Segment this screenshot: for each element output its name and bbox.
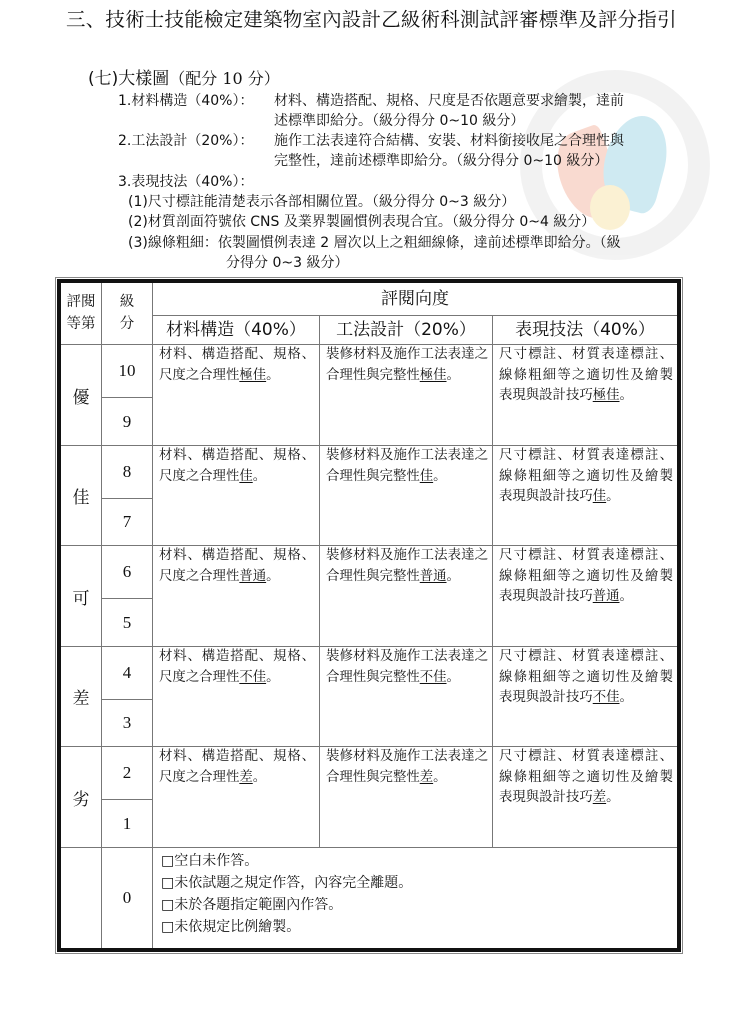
desc-text: 材料、構造搭配、規格、尺度之合理性	[159, 548, 315, 584]
zero-condition-text: 未依規定比例繪製。	[174, 919, 301, 935]
desc-key-level: 極佳	[239, 367, 267, 383]
zero-condition-item	[161, 916, 669, 938]
grade-label: 佳	[61, 446, 102, 546]
score-upper: 8	[102, 446, 153, 499]
checkbox-icon[interactable]: □	[161, 875, 175, 891]
desc-key-level: 差	[419, 769, 434, 785]
desc-text: 裝修材料及施作工法表達之合理性與完整性	[326, 649, 488, 685]
sub-criterion-3-cont: 分得分 0~3 級分）	[226, 255, 349, 271]
criterion-1-line-1: 材料、構造搭配、規格、尺度是否依題意要求繪製，達前	[274, 93, 624, 109]
header-grade-line-1: 評閱	[66, 294, 96, 310]
desc-end: 。	[252, 769, 267, 785]
header-dimension-title: 評閱向度	[153, 283, 677, 316]
criteria-desc-materials	[153, 747, 320, 848]
score-lower: 9	[102, 398, 153, 446]
desc-key-level: 佳	[592, 489, 607, 504]
desc-end: 。	[619, 589, 633, 604]
zero-condition-text: 未於各題指定範圍內作答。	[174, 897, 343, 913]
desc-end: 。	[606, 790, 620, 805]
grade-label: 劣	[61, 747, 102, 848]
zero-condition-item	[161, 894, 669, 916]
header-dimension-method: 工法設計（20%）	[320, 316, 493, 345]
desc-end: 。	[433, 769, 447, 785]
section-heading	[88, 64, 280, 89]
score-zero: 0	[102, 848, 153, 948]
score-upper: 6	[102, 546, 153, 599]
criterion-2-line-1: 施作工法表達符合結構、安裝、材料銜接收尾之合理性與	[274, 133, 624, 149]
zero-conditions	[153, 848, 677, 948]
criterion-2-line-2: 完整性，達前述標準即給分。（級分得分 0~10 級分）	[274, 153, 609, 169]
desc-key-level: 佳	[239, 468, 253, 484]
criteria-desc-technique	[493, 546, 677, 647]
grade-empty	[61, 848, 102, 948]
score-upper: 4	[102, 647, 153, 700]
desc-end: 。	[266, 568, 280, 584]
desc-key-level: 不佳	[419, 669, 447, 685]
scoring-table	[57, 279, 681, 952]
checkbox-icon[interactable]: □	[161, 919, 175, 935]
desc-text: 材料、構造搭配、規格、尺度之合理性	[159, 649, 315, 685]
desc-end: 。	[446, 367, 460, 383]
criteria-desc-technique	[493, 747, 677, 848]
desc-text: 尺寸標註、材質表達標註、線條粗細等之適切性及繪製表現與設計技巧	[499, 548, 673, 604]
zero-condition-item	[161, 850, 669, 872]
zero-condition-text: 空白未作答。	[174, 853, 259, 869]
section-score-note: （配分 10 分）	[169, 69, 280, 88]
desc-end: 。	[446, 669, 460, 685]
score-lower: 3	[102, 700, 153, 747]
sub-criterion-1: (1)尺寸標註能清楚表示各部相關位置。（級分得分 0~3 級分）	[128, 194, 516, 210]
desc-end: 。	[446, 568, 460, 584]
criteria-desc-technique	[493, 345, 677, 446]
header-grade	[61, 283, 102, 345]
desc-key-level: 差	[592, 790, 607, 805]
desc-key-level: 差	[239, 769, 253, 785]
header-dimension-materials: 材料構造（40%）	[153, 316, 320, 345]
criterion-3-label: 3.表現技法（40%）：	[118, 174, 254, 190]
desc-text: 尺寸標註、材質表達標註、線條粗細等之適切性及繪製表現與設計技巧	[499, 448, 673, 504]
desc-key-level: 極佳	[419, 367, 447, 383]
desc-end: 。	[433, 468, 447, 484]
zero-condition-item	[161, 872, 669, 894]
desc-key-level: 不佳	[592, 690, 620, 705]
desc-text: 材料、構造搭配、規格、尺度之合理性	[159, 749, 315, 785]
sub-criterion-3: (3)線條粗細：依製圖慣例表達 2 層次以上之粗細線條，達前述標準即給分。（級	[128, 235, 621, 251]
section-heading-text: (七)大樣圖	[88, 69, 170, 89]
desc-text: 材料、構造搭配、規格、尺度之合理性	[159, 448, 315, 484]
criteria-desc-materials	[153, 345, 320, 446]
desc-text: 裝修材料及施作工法表達之合理性與完整性	[326, 448, 488, 484]
grade-label: 可	[61, 546, 102, 647]
header-grade-line-2: 等第	[66, 316, 96, 332]
desc-key-level: 普通	[592, 589, 620, 604]
criteria-desc-materials	[153, 546, 320, 647]
desc-end: 。	[606, 489, 620, 504]
score-lower: 5	[102, 599, 153, 647]
sub-criterion-2: (2)材質剖面符號依 CNS 及業界製圖慣例表現合宜。（級分得分 0~4 級分）	[128, 214, 596, 230]
desc-end: 。	[266, 367, 280, 383]
score-lower: 1	[102, 800, 153, 848]
criterion-2-label: 2.工法設計（20%）：	[118, 133, 254, 149]
desc-key-level: 普通	[419, 568, 447, 584]
score-upper: 2	[102, 747, 153, 800]
desc-text: 尺寸標註、材質表達標註、線條粗細等之適切性及繪製表現與設計技巧	[499, 649, 673, 705]
zero-condition-text: 未依試題之規定作答，內容完全離題。	[174, 875, 413, 891]
desc-text: 尺寸標註、材質表達標註、線條粗細等之適切性及繪製表現與設計技巧	[499, 347, 673, 403]
desc-text: 裝修材料及施作工法表達之合理性與完整性	[326, 749, 488, 785]
desc-end: 。	[619, 388, 633, 403]
header-score-line-2: 分	[119, 316, 135, 332]
desc-text: 裝修材料及施作工法表達之合理性與完整性	[326, 548, 488, 584]
desc-key-level: 佳	[419, 468, 434, 484]
criterion-1-label: 1.材料構造（40%）：	[118, 93, 254, 109]
score-upper: 10	[102, 345, 153, 398]
header-dimension-technique: 表現技法（40%）	[493, 316, 677, 345]
criteria-desc-method	[320, 647, 493, 747]
criteria-desc-method	[320, 747, 493, 848]
criteria-desc-method	[320, 546, 493, 647]
desc-end: 。	[266, 669, 280, 685]
grade-label: 優	[61, 345, 102, 446]
criteria-desc-method	[320, 345, 493, 446]
header-score	[102, 283, 153, 345]
checkbox-icon[interactable]: □	[161, 853, 175, 869]
desc-key-level: 極佳	[592, 388, 620, 403]
desc-key-level: 不佳	[239, 669, 267, 685]
desc-key-level: 普通	[239, 568, 267, 584]
desc-text: 材料、構造搭配、規格、尺度之合理性	[159, 347, 315, 383]
checkbox-icon[interactable]: □	[161, 897, 175, 913]
criteria-desc-materials	[153, 446, 320, 546]
desc-end: 。	[619, 690, 633, 705]
criteria-desc-method	[320, 446, 493, 546]
criterion-1-line-2: 述標準即給分。（級分得分 0~10 級分）	[274, 113, 525, 129]
score-lower: 7	[102, 499, 153, 546]
desc-text: 裝修材料及施作工法表達之合理性與完整性	[326, 347, 488, 383]
desc-end: 。	[252, 468, 267, 484]
criteria-desc-materials	[153, 647, 320, 747]
desc-text: 尺寸標註、材質表達標註、線條粗細等之適切性及繪製表現與設計技巧	[499, 749, 673, 805]
grade-label: 差	[61, 647, 102, 747]
criteria-desc-technique	[493, 647, 677, 747]
document-title: 三、技術士技能檢定建築物室內設計乙級術科測試評審標準及評分指引	[66, 8, 677, 31]
criteria-desc-technique	[493, 446, 677, 546]
header-score-line-1: 級	[119, 294, 135, 310]
